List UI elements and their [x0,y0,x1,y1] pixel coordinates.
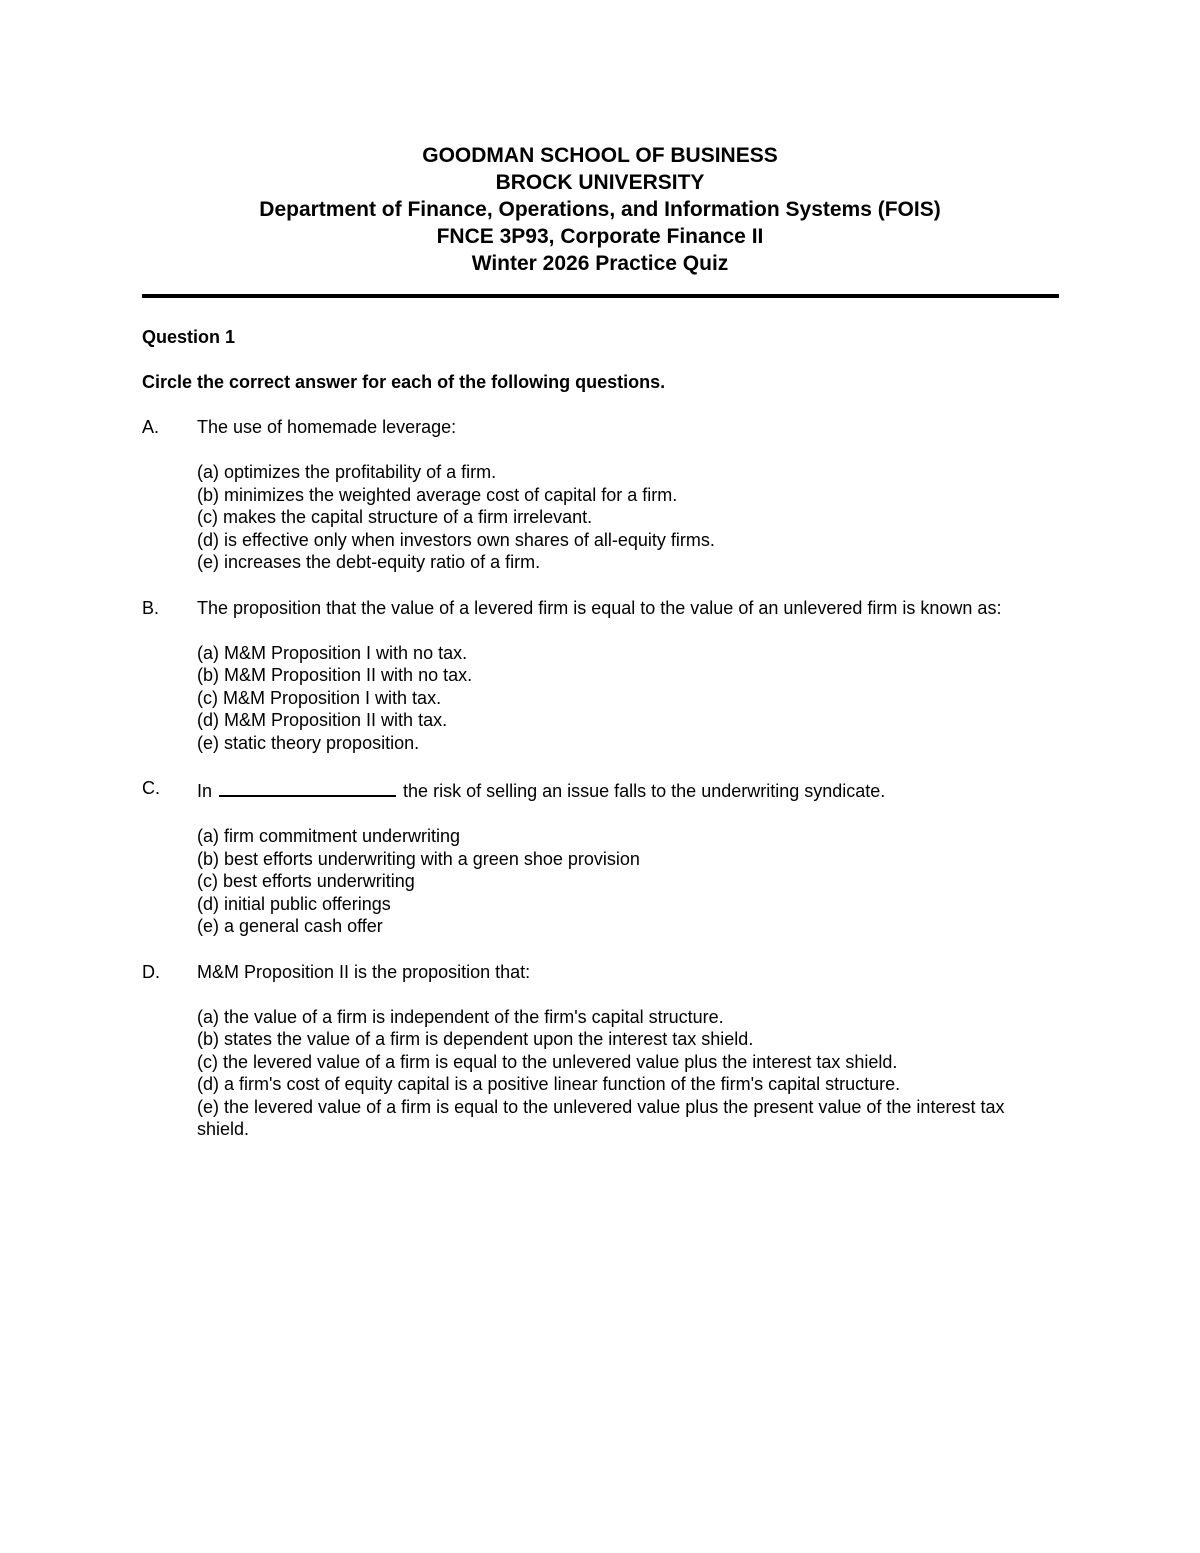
question-text: M&M Proposition II is the proposition that: [197,961,531,982]
answer-options [197,1006,1058,1141]
answer-option[interactable]: (c) best efforts underwriting [197,871,415,891]
answer-option[interactable]: (a) firm commitment underwriting [197,826,461,846]
question-item-c [142,777,1058,938]
answer-option[interactable]: (b) states the value of a firm is dependent upon the interest tax shield. [197,1029,754,1049]
question-text [197,777,1058,803]
question-item-d [142,961,1058,1141]
answer-option[interactable]: (b) minimizes the weighted average cost of capital for a firm. [197,484,678,505]
question-item-b [142,597,1058,755]
document-header [142,142,1058,277]
question-item-a [142,416,1058,574]
answer-options [197,642,1058,755]
question-letter: B. [142,597,160,618]
question-text: The proposition that the value of a levered firm is equal to the value of an unlevered firm is known as: [197,597,1002,618]
quiz-title: Winter 2026 Practice Quiz [471,252,729,275]
question-letter: C. [142,778,160,798]
answer-option[interactable]: (e) the levered value of a firm is equal to the unlevered value plus the present value of the interest tax shield. [197,1096,1005,1139]
answer-option[interactable]: (d) a firm's cost of equity capital is a positive linear function of the firm's capital structure. [197,1074,901,1094]
question-text-after-blank: the risk of selling an issue falls to the underwriting syndicate. [403,781,886,801]
answer-options [197,461,1058,574]
question-title: Question 1 [142,327,236,347]
answer-option[interactable]: (a) M&M Proposition I with no tax. [197,642,468,663]
answer-option[interactable]: (d) M&M Proposition II with tax. [197,710,448,730]
answer-option[interactable]: (c) makes the capital structure of a firm irrelevant. [197,507,593,527]
fill-in-blank [219,777,396,797]
department-name: Department of Finance, Operations, and Information Systems (FOIS) [259,198,941,221]
answer-option[interactable]: (d) is effective only when investors own shares of all-equity firms. [197,529,715,550]
answer-option[interactable]: (e) increases the debt-equity ratio of a firm. [197,552,541,572]
answer-option[interactable]: (d) initial public offerings [197,893,391,914]
school-name: GOODMAN SCHOOL OF BUSINESS [422,144,778,167]
answer-option[interactable]: (a) optimizes the profitability of a firm. [197,462,497,482]
answer-option[interactable]: (b) M&M Proposition II with no tax. [197,665,473,685]
answer-option[interactable]: (a) the value of a firm is independent of the firm's capital structure. [197,1006,724,1027]
answer-option[interactable]: (c) the levered value of a firm is equal to the unlevered value plus the interest tax shield. [197,1051,898,1072]
question-letter: D. [142,961,160,982]
answer-option[interactable]: (c) M&M Proposition I with tax. [197,687,442,708]
question-1-section [142,326,1058,1141]
answer-option[interactable]: (b) best efforts underwriting with a green shoe provision [197,848,640,869]
answer-options [197,825,1058,938]
university-name: BROCK UNIVERSITY [495,171,705,194]
answer-option[interactable]: (e) a general cash offer [197,916,383,936]
question-text-before-blank: In [197,781,213,801]
question-text: The use of homemade leverage: [197,417,457,437]
question-letter: A. [142,417,160,437]
answer-option[interactable]: (e) static theory proposition. [197,732,420,753]
course-title: FNCE 3P93, Corporate Finance II [436,225,764,248]
header-divider [142,294,1059,298]
question-instruction: Circle the correct answer for each of the following questions. [142,371,666,392]
